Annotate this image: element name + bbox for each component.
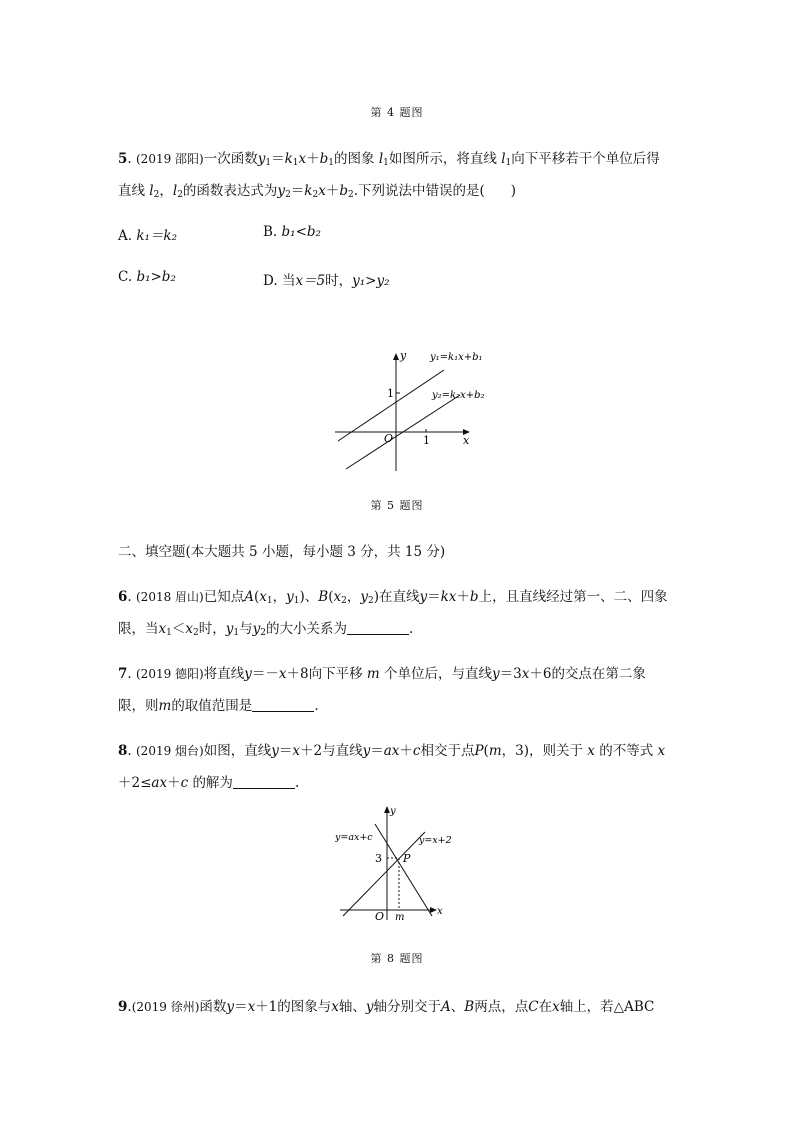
q7-answer-blank[interactable] [252, 699, 314, 712]
y-axis-label: y [400, 349, 407, 362]
q5-text: .下列说法中错误的是( [353, 183, 485, 199]
q8-line-1: 8. (2019 烟台)如图，直线y＝x＋2与直线y＝ax＋c相交于点P(m，3)，则关于 x 的不等式 x [118, 743, 666, 759]
q5-source: (2019 邵阳) [136, 152, 204, 166]
line-x-2 [343, 832, 425, 916]
x-axis-arrow [430, 907, 437, 913]
point-p: P [403, 852, 411, 865]
q5-text: 直线 [118, 183, 145, 199]
q5-graph [330, 345, 500, 475]
q5-option-d: D. 当x＝5时，y₁>y₂ [263, 273, 390, 289]
q5-text: 的函数表达式为 [182, 183, 278, 199]
line-ax-c-label: y=ax+c [335, 832, 373, 843]
figure-8-caption: 第 8 题图 [370, 952, 424, 965]
q9-number: 9 [118, 999, 128, 1015]
q7-source: (2019 德阳) [136, 667, 204, 681]
q5-option-c: C. b₁>b₂ [118, 269, 176, 285]
tick-x-m: m [395, 912, 405, 922]
q8-source: (2019 烟台) [136, 744, 204, 758]
q7-number: 7 [118, 666, 128, 682]
q7-line-2: 限，则m的取值范围是 . [118, 698, 319, 714]
q5-text: ) [510, 183, 517, 199]
y-axis-label: y [390, 806, 396, 817]
origin-label: O [384, 432, 394, 445]
x-axis-label: x [463, 434, 470, 447]
figure-4-caption: 第 4 题图 [370, 106, 424, 119]
q5-line-2: 直线 $l_2$，$l_2$的函数表达式为$y_2=k_2x+b_2$.下列说法中错误的是( ) [118, 183, 517, 200]
line-l1-label: y₁=k₁x+b₁ [430, 352, 483, 363]
q5-text: 向下平移若干个单位后得 [511, 151, 660, 167]
q6-line-2: 限，当$x_1<x_2$时，$y_1$与$y_2$的大小关系为 . [118, 621, 414, 638]
q8-graph [335, 802, 460, 922]
q5-text: 如图所示，将直线 [388, 151, 497, 167]
q5-text: 的图象 [334, 151, 375, 167]
origin-label: O [375, 910, 385, 922]
q6-answer-blank[interactable] [347, 622, 409, 635]
q7-line-1: 7. (2019 德阳)将直线y＝－x＋8向下平移 m 个单位后，与直线y＝3x＋6的交点在第二象 [118, 666, 646, 682]
q5-option-a: A. k₁＝k₂ [118, 228, 178, 244]
section-2-heading: 二、填空题(本大题共 5 小题，每小题 3 分，共 15 分) [118, 544, 446, 560]
tick-y-1: 1 [387, 387, 394, 400]
q5-number: 5 [118, 151, 128, 167]
q8-line-2: ＋2≤ax＋c 的解为 . [118, 775, 300, 791]
q6-source: (2018 眉山) [136, 590, 204, 604]
figure-5-caption: 第 5 题图 [370, 499, 424, 512]
tick-y-3: 3 [375, 852, 382, 865]
q8-answer-blank[interactable] [233, 776, 295, 789]
q5-line-1: 5. (2019 邵阳)一次函数$y_1=k_1x+b_1$的图象 $l_1$如图所示，将直线 $l_1$向下平移若干个单位后得 [118, 151, 660, 168]
line-l1 [338, 370, 444, 441]
q9-source: (2019 徐州) [131, 1000, 200, 1014]
line-x-2-label: y=x+2 [419, 835, 452, 846]
tick-x-1: 1 [423, 434, 430, 447]
q6-line-1: 6. (2018 眉山)已知点$A(x_1$，$y_1$)、$B(x_2$，$y_2$)在直线y＝kx＋b上，且直线经过第一、二、四象 [118, 589, 668, 606]
q5-text: 一次函数 [203, 151, 258, 167]
y-axis-arrow [393, 353, 399, 360]
x-axis-label: x [437, 906, 443, 917]
q5-option-b: B. b₁<b₂ [263, 224, 321, 240]
q9-line-1: 9.(2019 徐州)函数y＝x＋1的图象与x轴、y轴分别交于A、B两点，点C在x轴上，若△ABC [118, 999, 655, 1015]
line-l2-label: y₂=k₂x+b₂ [432, 390, 485, 401]
q8-number: 8 [118, 743, 128, 759]
q6-number: 6 [118, 589, 128, 605]
